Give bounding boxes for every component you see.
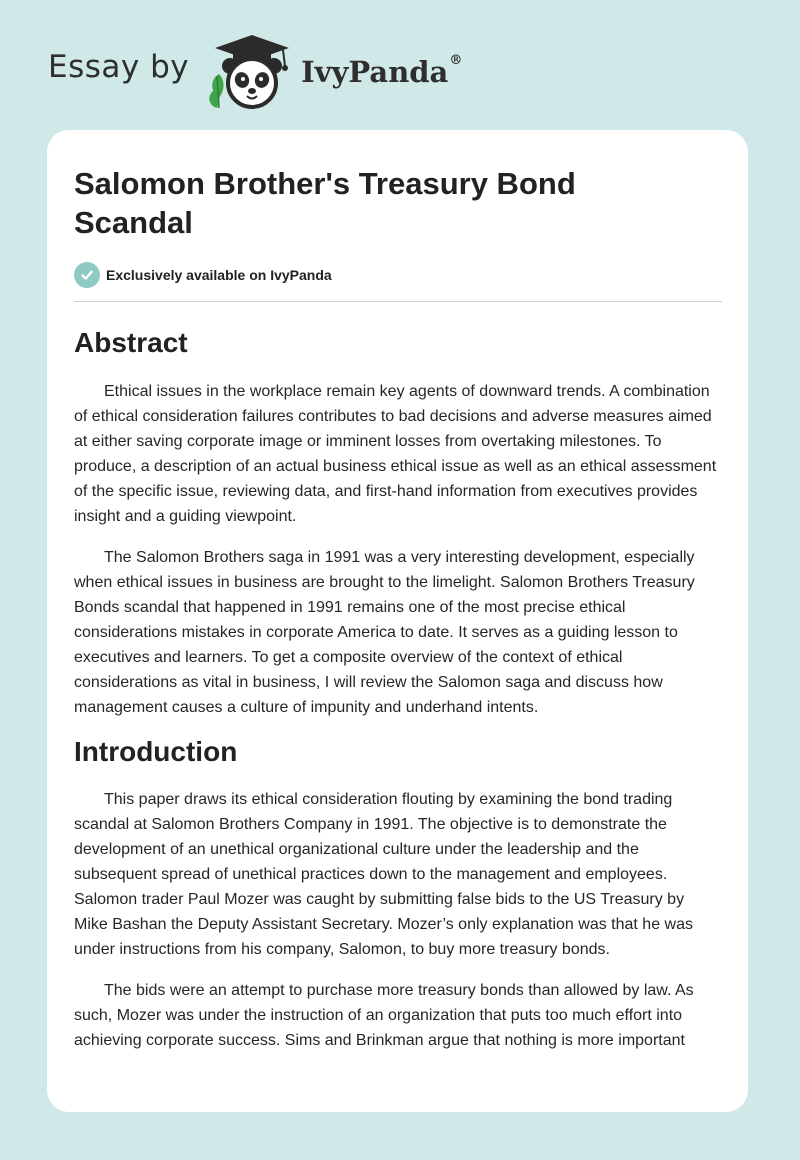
site-header <box>48 30 462 110</box>
exclusive-badge <box>74 262 722 288</box>
essay-by-label: Essay by <box>48 49 190 85</box>
introduction-paragraph-2: The bids were an attempt to purchase more treasury bonds than allowed by law. As such, Mozer was under the instruction of an organization that puts too much effort into achieving corporate success. Sims and Brinkman argue that nothing is more important <box>74 982 694 1049</box>
abstract-paragraph-2: The Salomon Brothers saga in 1991 was a very interesting development, especially when ethical issues in business are brought to the limelight. Salomon Brothers Treasury Bonds scandal that happened in 1991 remains one of the most precise ethical considerations mistakes in corporate America to date. It serves as a guiding lesson to executives and learners. To get a composite overview of the context of ethical considerations as vital in business, I will review the Salomon saga and discuss how management causes a culture of impunity and underhand intents. <box>74 549 695 716</box>
introduction-paragraph-1: This paper draws its ethical consideration flouting by examining the bond trading scandal at Salomon Brothers Company in 1991. The objective is to demonstrate the development of an unethical organizational culture under the leadership and the subsequent spread of unethical practices down to the management and employees. Salomon trader Paul Mozer was caught by submitting false bids to the US Treasury by Mike Bashan the Deputy Assistant Secretary. Mozer’s only explanation was that he was under instructions from his company, Salomon, to buy more treasury bonds. <box>74 791 693 958</box>
brand-name <box>301 55 462 89</box>
ivypanda-panda-logo-icon <box>203 30 299 110</box>
essay-card <box>47 130 748 1112</box>
registered-mark: ® <box>449 53 463 68</box>
exclusive-badge-text: Exclusively available on IvyPanda <box>106 267 332 283</box>
section-heading-abstract: Abstract <box>74 327 188 358</box>
brand-name-text: IvyPanda <box>301 55 449 89</box>
section-heading-introduction: Introduction <box>74 736 238 767</box>
essay-title: Salomon Brother's Treasury Bond Scandal <box>74 166 576 240</box>
check-circle-icon <box>74 262 100 288</box>
abstract-paragraph-1: Ethical issues in the workplace remain key agents of downward trends. A combination of ethical consideration failures contributes to bad decisions and adverse measures aimed at either saving corporate image or imminent losses from overtaking milestones. To produce, a description of an actual business ethical issue as well as an ethical assessment of the specific issue, reviewing data, and first-hand information from executives provides insight and a guiding viewpoint. <box>74 383 717 525</box>
title-divider <box>74 301 722 302</box>
essay-content <box>47 130 748 1053</box>
